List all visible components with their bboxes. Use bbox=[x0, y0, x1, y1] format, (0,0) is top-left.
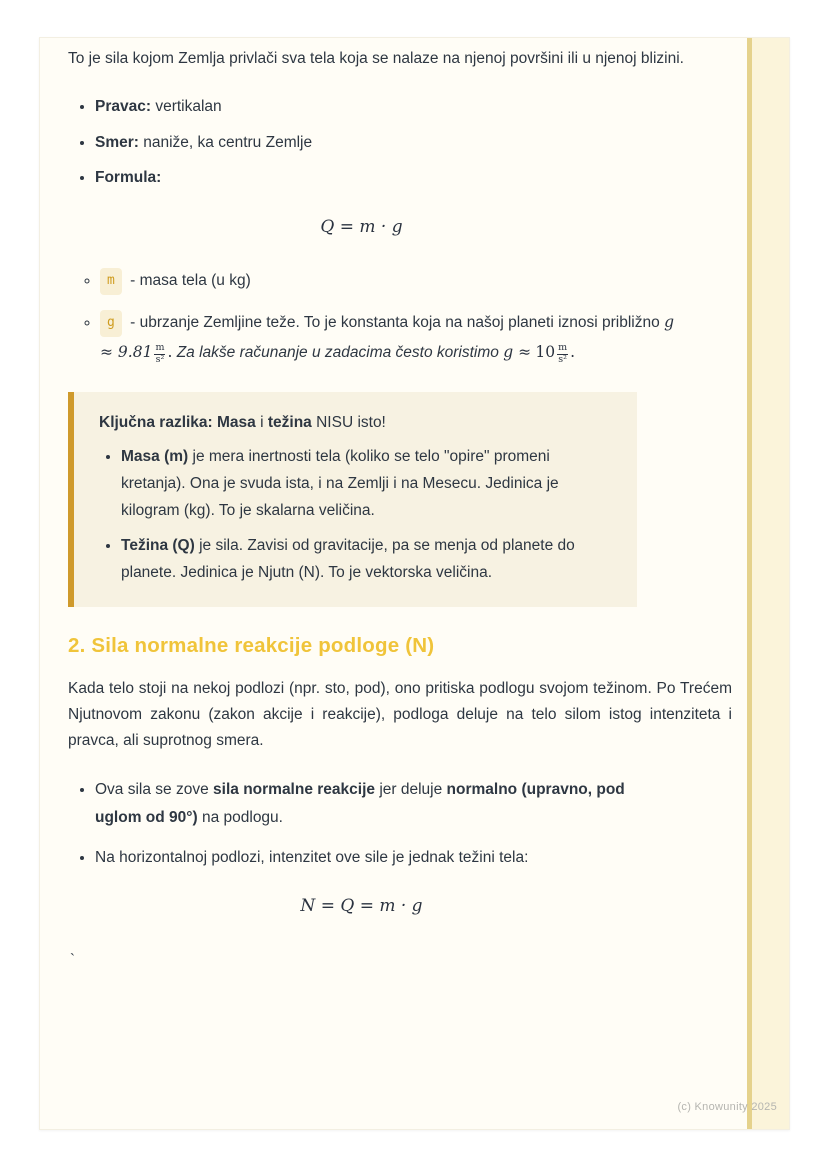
page-content bbox=[40, 38, 789, 967]
stray-backtick: ` bbox=[70, 951, 75, 969]
g-value-math: g ≈ 9.81 bbox=[100, 313, 674, 362]
section-2-heading: 2. Sila normalne reakcije podloge (N) bbox=[68, 634, 435, 658]
normal-force-formula: N = Q = m · g bbox=[300, 896, 423, 917]
item-value: naniže, ka centru Zemlje bbox=[143, 133, 313, 151]
item-label: Smer: bbox=[95, 133, 139, 151]
list-item-formula bbox=[95, 165, 732, 191]
symbol-item-m bbox=[100, 267, 690, 296]
unit-fraction-m-s2: $\frac{m}{\text{s²}}$ bbox=[155, 342, 165, 365]
callout-item-tezina: • Težina (Q) je sila. Zavisi od gravitacije, pa se menja od planete do planete. Jedinica je Njutn (N). To je vektorska veličina. bbox=[121, 533, 597, 587]
list-item-smer bbox=[95, 130, 732, 156]
item-value: vertikalan bbox=[155, 98, 222, 116]
item-label: Pravac: bbox=[95, 98, 152, 116]
g-rounded-value: 10 bbox=[535, 343, 556, 362]
formula-symbols-list bbox=[68, 267, 732, 368]
item-label: Formula: bbox=[95, 169, 162, 187]
code-chip-g: g bbox=[100, 310, 122, 337]
weight-formula-block bbox=[68, 217, 655, 237]
intro-paragraph: To je sila kojom Zemlja privlači sva tela koja se nalaze na njenoj površini ili u njenoj blizini. bbox=[68, 50, 684, 67]
copyright-footer: (c) Knowunity 2025 bbox=[677, 1101, 777, 1113]
sentence-end: . bbox=[570, 343, 576, 362]
symbol-g-description: - ubrzanje Zemljine teže. To je konstanta koja na našoj planeti iznosi približno bbox=[130, 314, 660, 332]
document-page bbox=[39, 37, 790, 1130]
gravity-properties-list bbox=[68, 94, 732, 191]
normal-force-item-1: • Ova sila se zove sila normalne reakcije jer deluje normalno (upravno, pod uglom od 90°) na podlogu. bbox=[95, 776, 660, 832]
symbol-item-g bbox=[100, 308, 690, 368]
callout-item-masa: • Masa (m) je mera inertnosti tela (koliko se telo "opire" promeni kretanja). Ona je svuda ista, i na Zemlji i na Mesecu. Jedinica je kilogram (kg). To je skalarna veličina. bbox=[121, 444, 597, 525]
normal-force-list bbox=[68, 776, 732, 872]
callout-list bbox=[99, 444, 597, 587]
weight-formula: Q = m · g bbox=[320, 217, 403, 238]
normal-force-formula-block bbox=[68, 896, 655, 916]
unit-fraction-m-s2: $\frac{m}{\text{s²}}$ bbox=[558, 342, 568, 365]
symbol-m-description: - masa tela (u kg) bbox=[130, 272, 251, 290]
g-approx-math: g ≈ bbox=[503, 343, 532, 362]
callout-title: Ključna razlika: Masa i težina NISU isto! bbox=[99, 414, 386, 432]
normal-force-item-2: • Na horizontalnoj podlozi, intenzitet ove sile je jednak težini tela: bbox=[95, 844, 660, 872]
list-item-pravac bbox=[95, 94, 732, 120]
g-note-italic: Za lakše računanje u zadacima često koristimo bbox=[176, 344, 499, 362]
section-2-paragraph: Kada telo stoji na nekoj podlozi (npr. sto, pod), ono pritiska podlogu svojom težinom. Po Trećem Njutnovom zakonu (zakon akcije i reakcije), podloga deluje na telo silom istog intenziteta i pravca, ali suprotnog smera. bbox=[68, 680, 732, 750]
sentence-separator: . bbox=[167, 343, 173, 362]
code-chip-m: m bbox=[100, 268, 122, 295]
key-difference-callout bbox=[68, 392, 637, 607]
